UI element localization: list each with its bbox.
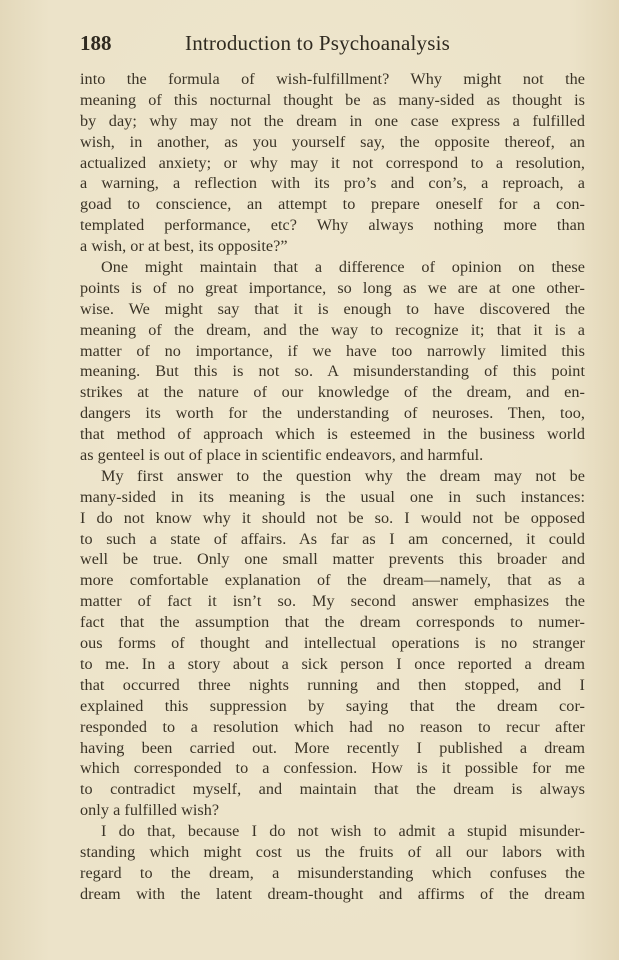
page-number: 188 bbox=[80, 31, 112, 55]
text-line: regard to the dream, a misunderstanding which confuses the bbox=[80, 863, 585, 882]
text-line: standing which might cost us the fruits of all our labors with bbox=[80, 842, 585, 861]
text-line: into the formula of wish-fulfillment? Why might not the bbox=[80, 70, 585, 88]
text-line: to contradict myself, and maintain that the dream is always bbox=[80, 780, 585, 799]
paragraph-first-line: My first answer to the question why the dream may not be bbox=[101, 466, 585, 485]
text-line: wish, in another, as you yourself say, the opposite thereof, an bbox=[80, 132, 585, 151]
body-text bbox=[80, 69, 585, 905]
text-line: that method of approach which is esteemed in the business world bbox=[80, 425, 585, 444]
text-line: by day; why may not the dream in one case express a fulfilled bbox=[80, 111, 585, 130]
running-title: Introduction to Psychoanalysis bbox=[185, 31, 450, 55]
text-line: responded to a resolution which had no reason to recur after bbox=[80, 717, 585, 736]
text-line: matter of no importance, if we have too narrowly limited this bbox=[80, 341, 585, 360]
text-line: explained this suppression by saying that the dream cor- bbox=[80, 696, 585, 715]
paragraph-first-line: I do that, because I do not wish to admit a stupid misunder- bbox=[101, 822, 585, 841]
text-line: only a fulfilled wish? bbox=[80, 801, 220, 820]
text-line: dangers its worth for the understanding of neuroses. Then, too, bbox=[80, 404, 585, 423]
text-line: meaning of the dream, and the way to recognize it; that it is a bbox=[80, 320, 585, 339]
text-line: meaning of this nocturnal thought be as many-sided as thought is bbox=[80, 90, 585, 109]
text-line: I do not know why it should not be so. I would not be opposed bbox=[80, 508, 585, 527]
paragraph-first-line: One might maintain that a difference of opinion on these bbox=[101, 258, 585, 277]
text-line: actualized anxiety; or why may it not correspond to a resolution, bbox=[80, 153, 585, 172]
text-line: strikes at the nature of our knowledge of the dream, and en- bbox=[80, 383, 585, 402]
text-line: meaning. But this is not so. A misunderstanding of this point bbox=[80, 362, 585, 381]
text-line: a wish, or at best, its opposite?” bbox=[80, 237, 288, 256]
text-line: to me. In a story about a sick person I once reported a dream bbox=[80, 654, 585, 673]
text-line: goad to conscience, an attempt to prepare oneself for a con- bbox=[80, 195, 585, 214]
text-line: ous forms of thought and intellectual operations is no stranger bbox=[80, 634, 585, 653]
text-line: a warning, a reflection with its pro’s and con’s, a reproach, a bbox=[80, 174, 585, 193]
text-line: wise. We might say that it is enough to have discovered the bbox=[80, 299, 585, 318]
text-line: matter of fact it isn’t so. My second answer emphasizes the bbox=[80, 592, 585, 611]
text-line: fact that the assumption that the dream corresponds to numer- bbox=[80, 613, 585, 632]
text-line: which corresponded to a confession. How is it possible for me bbox=[80, 759, 585, 778]
text-line: to such a state of affairs. As far as I am concerned, it could bbox=[80, 529, 585, 548]
text-line: many-sided in its meaning is the usual one in such instances: bbox=[80, 487, 585, 506]
text-line: points is of no great importance, so long as we are at one other- bbox=[80, 278, 585, 297]
text-line: having been carried out. More recently I published a dream bbox=[80, 738, 585, 757]
text-line: as genteel is out of place in scientific endeavors, and harmful. bbox=[80, 446, 484, 465]
text-line: well be true. Only one small matter prevents this broader and bbox=[80, 550, 585, 569]
text-line: that occurred three nights running and then stopped, and I bbox=[80, 675, 585, 694]
text-line: templated performance, etc? Why always nothing more than bbox=[80, 216, 585, 235]
text-line: dream with the latent dream-thought and affirms of the dream bbox=[80, 884, 585, 903]
running-header bbox=[80, 30, 580, 56]
text-line: more comfortable explanation of the dream—namely, that as a bbox=[80, 571, 585, 590]
